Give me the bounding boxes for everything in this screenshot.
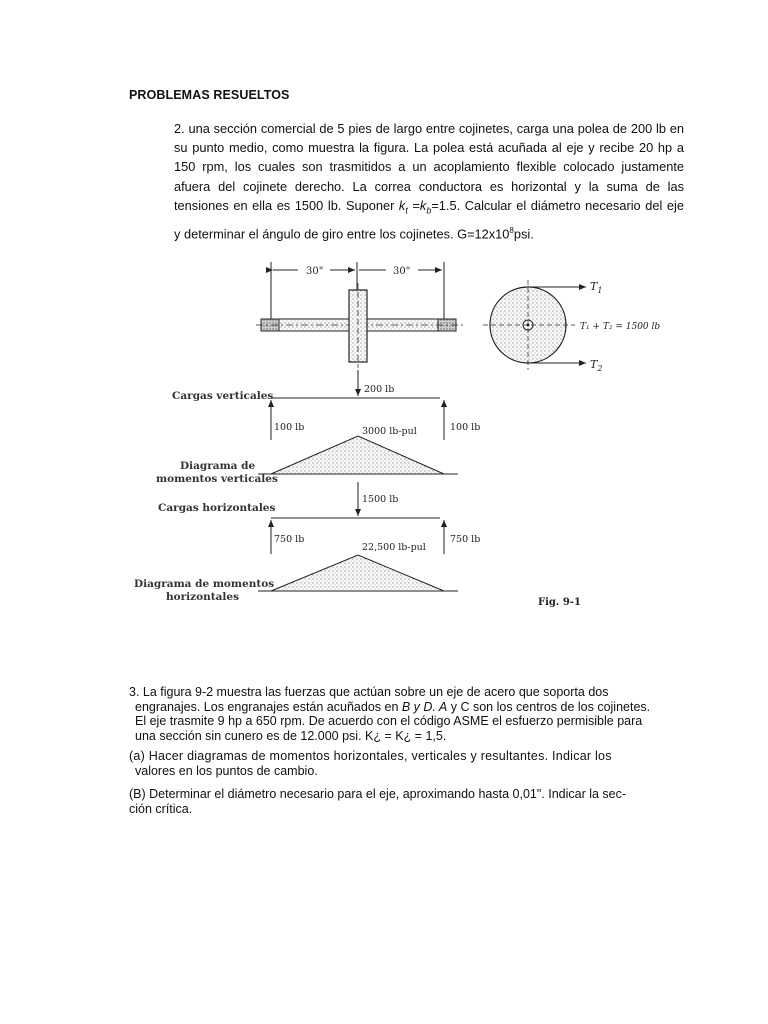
page-heading: PROBLEMAS RESUELTOS	[129, 88, 290, 102]
label-horizontal-moments-1: Diagrama de momentos	[134, 578, 275, 590]
horizontal-moment-diagram	[258, 555, 458, 591]
dimension-left: 30"	[306, 266, 324, 277]
problem-2-line: su punto medio, como muestra la figura. La polea está acuñada al eje y recibe 20 hp a	[174, 140, 684, 156]
problem-3-text: engranajes. Los engranajes están acuñados en	[135, 699, 402, 714]
problem-2-line	[174, 221, 684, 243]
kb-symbol: $k_b$	[419, 197, 432, 216]
problem-2-line: 2. una sección comercial de 5 pies de largo entre cojinetes, carga una polea de 200 lb en	[174, 121, 684, 136]
figure-9-1	[128, 250, 688, 610]
label-vertical-loads: Cargas verticales	[172, 390, 274, 402]
vertical-load-value: 200 lb	[364, 384, 395, 395]
kt-symbol: $k_t$	[398, 197, 408, 216]
vertical-moment-diagram	[258, 436, 458, 474]
label-horizontal-moments-2: horizontales	[166, 591, 239, 603]
problem-3-line: El eje trasmite 9 hp a 650 rpm. De acuerdo con el código ASME el esfuerzo permisible para	[135, 714, 643, 729]
pulley-front-view	[483, 280, 586, 370]
problem-3-text: y C son los centros de los cojinetes.	[447, 699, 651, 714]
problem-2-text: =1.5. Calcular el diámetro necesario del eje	[431, 197, 684, 213]
problem-3-part-a	[129, 749, 684, 779]
horizontal-load-value: 1500 lb	[362, 494, 399, 505]
vertical-moment-value: 3000 lb-pul	[362, 426, 417, 437]
dimension-right: 30"	[393, 266, 411, 277]
problem-3-statement	[129, 685, 684, 743]
label-vertical-moments-2: momentos verticales	[156, 473, 278, 485]
problem-2-line: 150 rpm, los cuales son trasmitidos a un acoplamiento flexible colocado justamente	[174, 159, 684, 175]
problem-3-line	[129, 700, 684, 715]
tension-sum: T₁ + T₂ = 1500 lb	[580, 322, 661, 332]
label-vertical-moments-1: Diagrama de	[180, 460, 256, 472]
problem-2-line: afuera del cojinete derecho. La correa conductora es horizontal y la suma de las	[174, 178, 684, 194]
pulley-side-view	[349, 283, 367, 368]
tension-t2: $T_2$	[590, 358, 603, 373]
problem-2-line	[174, 196, 684, 221]
problem-2-text: tensiones en ella es 1500 lb. Suponer	[174, 197, 399, 213]
tension-t1: $T_1$	[590, 280, 603, 295]
problem-3-part-b	[129, 787, 684, 817]
problem-3-line: 3. La figura 9-2 muestra las fuerzas que actúan sobre un eje de acero que soporta dos	[129, 685, 609, 699]
part-b-line: ción crítica.	[129, 802, 193, 816]
vertical-reaction-left: 100 lb	[274, 422, 305, 433]
part-a-line: (a) Hacer diagramas de momentos horizontales, verticales y resultantes. Indicar los	[129, 749, 612, 763]
label-horizontal-loads: Cargas horizontales	[158, 502, 276, 514]
problem-3-line: una sección sin cunero es de 12.000 psi. K¿ = K¿ = 1,5.	[135, 728, 447, 743]
horizontal-reaction-left: 750 lb	[274, 534, 305, 545]
vertical-reaction-right: 100 lb	[450, 422, 481, 433]
problem-2-statement	[174, 119, 684, 243]
problem-2-text: y determinar el ángulo de giro entre los cojinetes. G=12x10	[174, 225, 510, 241]
exponent: 8	[509, 225, 514, 235]
part-a-line: valores en los puntos de cambio.	[135, 764, 318, 778]
figure-caption: Fig. 9-1	[538, 597, 581, 608]
problem-3-italic: B y D. A	[401, 699, 448, 714]
horizontal-moment-value: 22,500 lb-pul	[362, 542, 426, 553]
equals-sign: =	[407, 197, 420, 213]
problem-2-text: psi.	[513, 225, 534, 241]
part-b-line: (B) Determinar el diámetro necesario para el eje, aproximando hasta 0,01". Indicar la sec-	[129, 787, 627, 801]
horizontal-reaction-right: 750 lb	[450, 534, 481, 545]
